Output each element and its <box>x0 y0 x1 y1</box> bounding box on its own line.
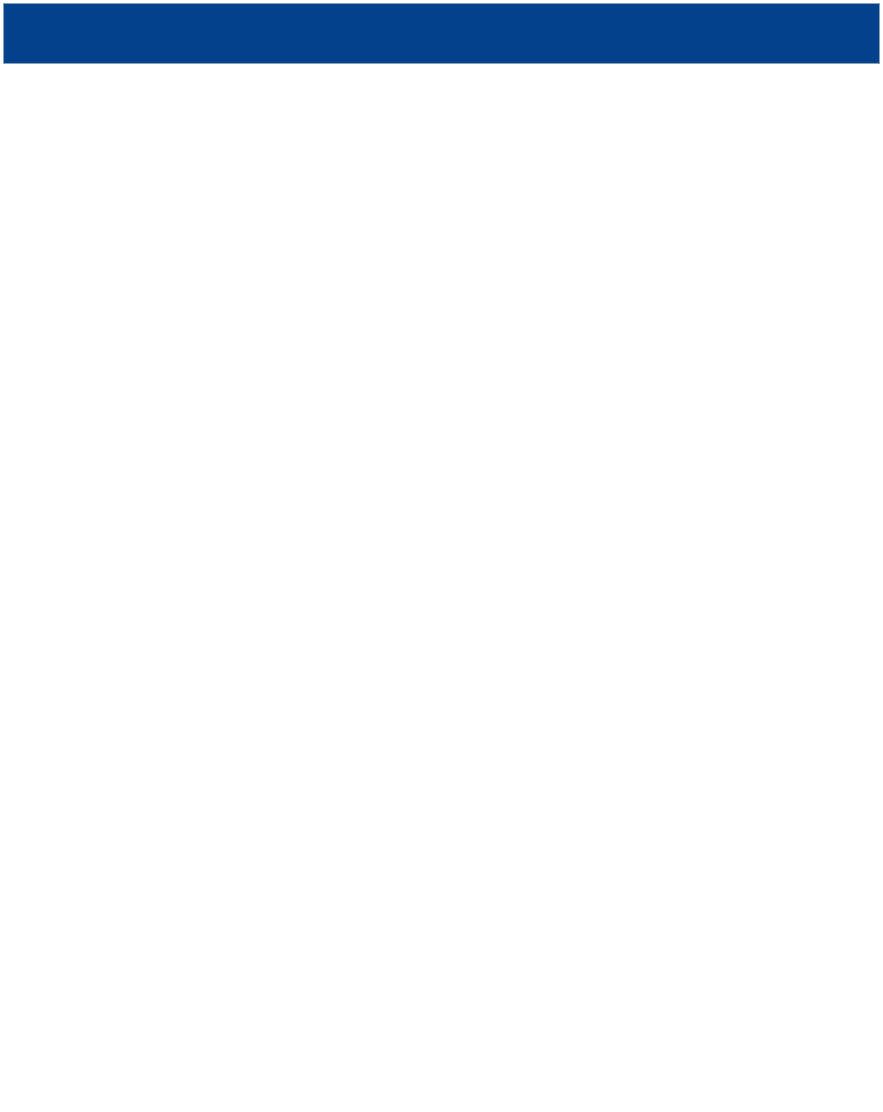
page-title <box>3 3 880 64</box>
